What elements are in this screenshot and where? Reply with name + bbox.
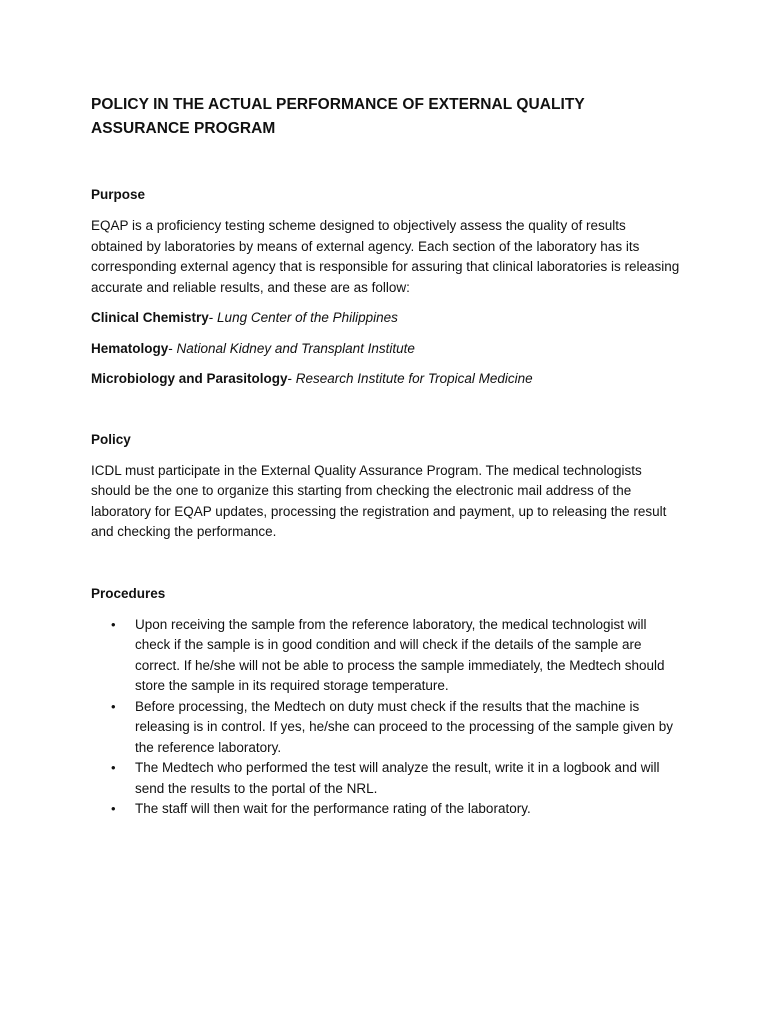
policy-paragraph: ICDL must participate in the External Quality Assurance Program. The medical technologists should be the one to organize this starting from checking the electronic mail address of the laboratory for EQAP updates, processing the registration and payment, up to releasing the result and checking the performance. <box>91 462 667 539</box>
bullet-icon: • <box>111 801 116 816</box>
agency-name: Lung Center of the Philippines <box>217 310 398 325</box>
agency-line-clinical-chemistry <box>91 308 681 328</box>
purpose-heading: Purpose <box>91 187 146 202</box>
bullet-icon: • <box>111 698 116 714</box>
list-item <box>91 615 681 697</box>
document-page <box>91 93 681 820</box>
procedures-list <box>91 615 681 820</box>
bullet-icon: • <box>111 616 116 632</box>
section-spacer <box>91 400 681 430</box>
procedure-text: The staff will then wait for the performance rating of the laboratory. <box>135 801 531 816</box>
procedures-section <box>91 584 681 820</box>
procedure-text: Before processing, the Medtech on duty must check if the results that the machine is releasing is in control. If yes, he/she can proceed to the processing of the sample given by the reference laboratory. <box>135 698 674 755</box>
agency-line-microbiology-parasitology <box>91 369 681 389</box>
purpose-section <box>91 185 681 389</box>
document-title: POLICY IN THE ACTUAL PERFORMANCE OF EXTERNAL QUALITY ASSURANCE PROGRAM <box>91 96 585 137</box>
agency-section-name: Hematology <box>91 340 169 356</box>
list-item <box>91 758 681 799</box>
policy-section <box>91 430 681 543</box>
agency-separator: - <box>168 340 177 356</box>
procedure-text: The Medtech who performed the test will analyze the result, write it in a logbook and will send the results to the portal of the NRL. <box>135 760 660 796</box>
list-item <box>91 799 681 820</box>
agency-separator: - <box>287 371 296 386</box>
bullet-icon: • <box>111 760 116 775</box>
purpose-paragraph: EQAP is a proficiency testing scheme designed to objectively assess the quality of results obtained by laboratories by means of external agency. Each section of the laboratory has its corresponding external agency that is responsible for assuring that clinical laboratories is releasing accurate and reliable results, and these are as follow: <box>91 218 680 295</box>
agency-name: Research Institute for Tropical Medicine <box>295 371 533 386</box>
agency-separator: - <box>208 310 218 325</box>
agency-name: National Kidney and Transplant Institute <box>176 340 415 356</box>
section-spacer <box>91 553 681 584</box>
list-item <box>91 697 681 759</box>
agency-section-name: Microbiology and Parasitology <box>91 371 288 386</box>
procedure-text: Upon receiving the sample from the reference laboratory, the medical technologist will check if the sample is in good condition and will check if the details of the sample are correct. If he/she will not be able to process the sample immediately, the Medtech should store the sample in its required storage temperature. <box>135 616 665 693</box>
agency-section-name: Clinical Chemistry <box>91 310 209 325</box>
procedures-heading: Procedures <box>91 585 166 601</box>
policy-heading: Policy <box>91 431 131 447</box>
agency-line-hematology <box>91 339 681 359</box>
